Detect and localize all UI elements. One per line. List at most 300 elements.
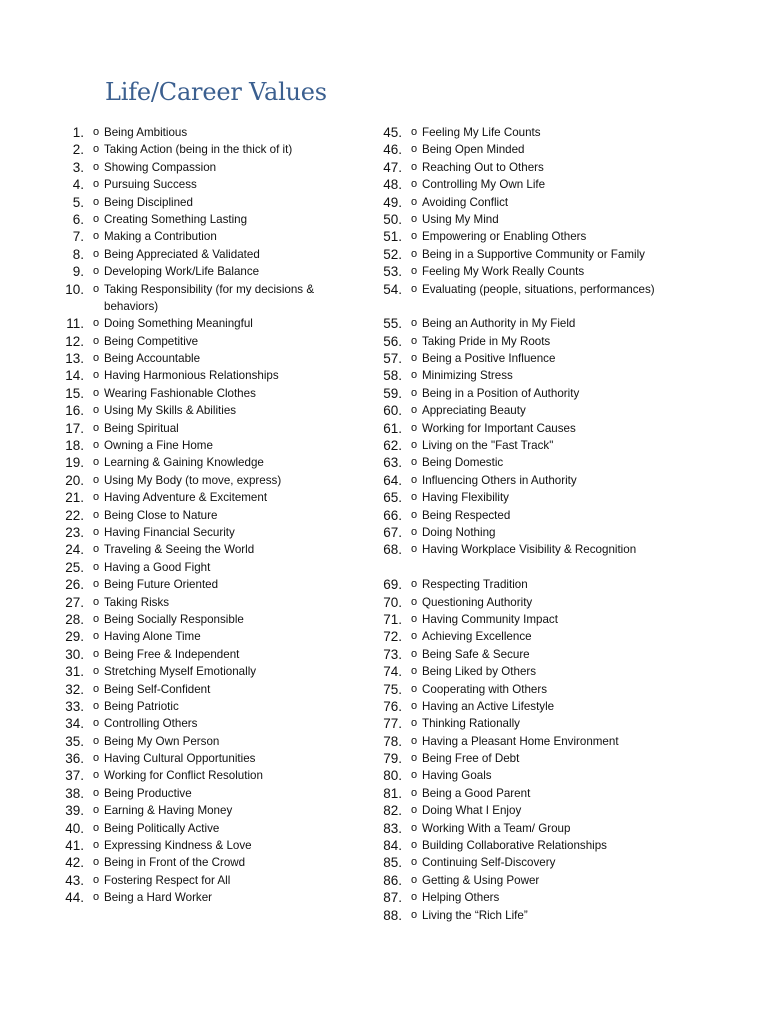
- value-item: [60, 802, 360, 819]
- value-item: [60, 628, 360, 645]
- item-number: 74.: [383, 664, 402, 680]
- item-number: 13.: [65, 351, 84, 367]
- item-number: 49.: [383, 194, 402, 210]
- checkbox-bullet-icon: o: [410, 665, 418, 678]
- checkbox-bullet-icon: o: [92, 682, 100, 695]
- checkbox-bullet-icon: o: [410, 439, 418, 452]
- item-label: Using My Body (to move, express): [104, 473, 282, 487]
- value-item: [60, 541, 360, 558]
- item-number: 27.: [65, 594, 84, 610]
- item-number: 8.: [72, 246, 84, 262]
- item-number: 5.: [72, 194, 84, 210]
- item-label: Being a Hard Worker: [104, 891, 213, 905]
- item-label: Cooperating with Others: [422, 682, 548, 696]
- item-label: Being Ambitious: [104, 126, 188, 139]
- item-label: Being Respected: [422, 508, 511, 522]
- value-item: [378, 594, 678, 611]
- checkbox-bullet-icon: o: [92, 786, 100, 799]
- item-number: 14.: [65, 368, 84, 384]
- value-item: [60, 611, 360, 628]
- item-number: 60.: [383, 403, 402, 419]
- item-label: Empowering or Enabling Others: [422, 230, 587, 244]
- item-label: Having Community Impact: [422, 612, 558, 626]
- item-number: 80.: [383, 768, 402, 784]
- item-number: 43.: [65, 872, 84, 888]
- item-number: 66.: [383, 507, 402, 523]
- checkbox-bullet-icon: o: [92, 891, 100, 904]
- value-item: [378, 437, 678, 454]
- item-number: 83.: [383, 820, 402, 836]
- item-label: Questioning Authority: [422, 595, 533, 609]
- values-list-left: [60, 124, 360, 907]
- checkbox-bullet-icon: o: [410, 786, 418, 799]
- item-number: 78.: [383, 733, 402, 749]
- value-item: [60, 889, 360, 906]
- item-number: 58.: [383, 368, 402, 384]
- value-item: [60, 820, 360, 837]
- item-label: Being Free & Independent: [104, 647, 240, 661]
- checkbox-bullet-icon: o: [410, 352, 418, 365]
- value-item: [378, 228, 678, 245]
- page-title: Life/Career Values: [105, 78, 327, 106]
- checkbox-bullet-icon: o: [410, 473, 418, 486]
- item-label: Doing Nothing: [422, 526, 496, 539]
- value-item: [378, 315, 678, 332]
- item-number: 65.: [383, 490, 402, 506]
- item-label: Having Workplace Visibility & Recognition: [422, 543, 637, 557]
- item-label: Taking Action (being in the thick of it): [104, 143, 293, 157]
- value-item: [60, 194, 360, 211]
- value-item: [378, 541, 678, 576]
- item-label: Living on the "Fast Track": [422, 439, 554, 453]
- item-label: Thinking Rationally: [422, 717, 520, 731]
- item-label: Being Open Minded: [422, 143, 525, 157]
- checkbox-bullet-icon: o: [410, 178, 418, 191]
- item-number: 17.: [65, 420, 84, 436]
- checkbox-bullet-icon: o: [410, 578, 418, 591]
- item-label: Avoiding Conflict: [422, 195, 509, 209]
- checkbox-bullet-icon: o: [410, 804, 418, 817]
- value-item: [60, 454, 360, 471]
- value-item: [60, 524, 360, 541]
- item-label: Fostering Respect for All: [104, 873, 231, 887]
- item-number: 48.: [383, 177, 402, 193]
- item-label: Having Adventure & Excitement: [104, 491, 268, 505]
- item-number: 33.: [65, 698, 84, 714]
- item-label: Having an Active Lifestyle: [422, 699, 555, 713]
- item-number: 21.: [65, 490, 84, 506]
- item-number: 24.: [65, 542, 84, 558]
- item-label: Continuing Self-Discovery: [422, 856, 556, 870]
- checkbox-bullet-icon: o: [92, 595, 100, 608]
- value-item: [60, 785, 360, 802]
- value-item: [60, 559, 360, 576]
- value-item: [60, 489, 360, 506]
- value-item: [378, 489, 678, 506]
- checkbox-bullet-icon: o: [92, 404, 100, 417]
- value-item: [378, 889, 678, 906]
- item-number: 59.: [383, 385, 402, 401]
- item-label: Developing Work/Life Balance: [104, 265, 260, 279]
- item-label: Working for Important Causes: [422, 421, 576, 435]
- value-item: [60, 176, 360, 193]
- item-label: Having Cultural Opportunities: [104, 752, 256, 766]
- checkbox-bullet-icon: o: [92, 804, 100, 817]
- checkbox-bullet-icon: o: [92, 717, 100, 730]
- item-number: 1.: [72, 125, 84, 140]
- checkbox-bullet-icon: o: [410, 369, 418, 382]
- checkbox-bullet-icon: o: [410, 247, 418, 260]
- value-item: [378, 785, 678, 802]
- value-item: [60, 576, 360, 593]
- item-number: 22.: [65, 507, 84, 523]
- item-number: 57.: [383, 351, 402, 367]
- value-item: [60, 698, 360, 715]
- checkbox-bullet-icon: o: [410, 265, 418, 278]
- item-number: 75.: [383, 681, 402, 697]
- item-label: Living the “Rich Life”: [422, 908, 528, 922]
- value-item: [60, 646, 360, 663]
- item-label: Being Accountable: [104, 352, 201, 366]
- item-number: 4.: [72, 177, 84, 193]
- item-label: Being Close to Nature: [104, 508, 218, 522]
- value-item: [378, 141, 678, 158]
- checkbox-bullet-icon: o: [92, 491, 100, 504]
- value-item: [60, 767, 360, 784]
- item-number: 69.: [383, 577, 402, 593]
- checkbox-bullet-icon: o: [410, 647, 418, 660]
- item-label: Pursuing Success: [104, 178, 197, 192]
- item-number: 68.: [383, 542, 402, 558]
- value-item: [378, 802, 678, 819]
- checkbox-bullet-icon: o: [410, 195, 418, 208]
- item-number: 29.: [65, 629, 84, 645]
- item-number: 35.: [65, 733, 84, 749]
- value-item: [60, 854, 360, 871]
- checkbox-bullet-icon: o: [410, 717, 418, 730]
- item-number: 31.: [65, 664, 84, 680]
- item-label: Achieving Excellence: [422, 630, 532, 644]
- item-label: Controlling My Own Life: [422, 178, 546, 192]
- checkbox-bullet-icon: o: [410, 612, 418, 625]
- value-item: [378, 698, 678, 715]
- item-label: Using My Mind: [422, 212, 499, 226]
- item-label: Respecting Tradition: [422, 578, 528, 592]
- value-item: [60, 715, 360, 732]
- value-item: [378, 837, 678, 854]
- checkbox-bullet-icon: o: [92, 560, 100, 573]
- value-item: [378, 576, 678, 593]
- checkbox-bullet-icon: o: [92, 665, 100, 678]
- item-number: 55.: [383, 316, 402, 332]
- checkbox-bullet-icon: o: [410, 682, 418, 695]
- item-label: Having Financial Security: [104, 526, 235, 539]
- item-number: 26.: [65, 577, 84, 593]
- checkbox-bullet-icon: o: [410, 543, 418, 556]
- item-number: 51.: [383, 229, 402, 245]
- value-item: [378, 159, 678, 176]
- value-item: [60, 681, 360, 698]
- item-label: Having Flexibility: [422, 491, 509, 505]
- value-item: [378, 750, 678, 767]
- value-item: [60, 246, 360, 263]
- checkbox-bullet-icon: o: [410, 491, 418, 504]
- checkbox-bullet-icon: o: [92, 839, 100, 852]
- value-item: [60, 228, 360, 245]
- item-label: Evaluating (people, situations, performances): [422, 282, 655, 296]
- value-item: [60, 350, 360, 367]
- value-item: [378, 646, 678, 663]
- checkbox-bullet-icon: o: [92, 352, 100, 365]
- value-item: [378, 507, 678, 524]
- item-number: 88.: [383, 907, 402, 923]
- item-label: Influencing Others in Authority: [422, 473, 577, 487]
- item-label: Being Competitive: [104, 334, 199, 348]
- item-label: Being Socially Responsible: [104, 612, 244, 626]
- item-label: Feeling My Life Counts: [422, 126, 541, 139]
- item-number: 72.: [383, 629, 402, 645]
- item-label: Taking Responsibility (for my decisions & behaviors): [104, 282, 315, 313]
- item-number: 46.: [383, 142, 402, 158]
- value-item: [378, 263, 678, 280]
- item-number: 53.: [383, 264, 402, 280]
- checkbox-bullet-icon: o: [410, 508, 418, 521]
- value-item: [60, 402, 360, 419]
- value-item: [60, 367, 360, 384]
- checkbox-bullet-icon: o: [92, 752, 100, 765]
- item-label: Using My Skills & Abilities: [104, 404, 237, 418]
- value-item: [60, 333, 360, 350]
- value-item: [378, 820, 678, 837]
- value-item: [378, 524, 678, 541]
- checkbox-bullet-icon: o: [410, 421, 418, 434]
- item-label: Owning a Fine Home: [104, 439, 213, 453]
- item-number: 44.: [65, 890, 84, 906]
- value-item: [378, 176, 678, 193]
- value-item: [60, 472, 360, 489]
- checkbox-bullet-icon: o: [92, 769, 100, 782]
- item-label: Having Harmonious Relationships: [104, 369, 279, 383]
- value-item: [378, 663, 678, 680]
- item-number: 81.: [383, 785, 402, 801]
- checkbox-bullet-icon: o: [92, 282, 100, 295]
- item-label: Doing What I Enjoy: [422, 804, 522, 818]
- item-label: Controlling Others: [104, 717, 198, 731]
- value-item: [60, 507, 360, 524]
- item-number: 6.: [72, 211, 84, 227]
- item-label: Being Self-Confident: [104, 682, 211, 696]
- value-item: [378, 194, 678, 211]
- checkbox-bullet-icon: o: [410, 317, 418, 330]
- checkbox-bullet-icon: o: [92, 508, 100, 521]
- checkbox-bullet-icon: o: [410, 856, 418, 869]
- checkbox-bullet-icon: o: [92, 856, 100, 869]
- item-label: Being a Positive Influence: [422, 352, 556, 366]
- item-label: Being My Own Person: [104, 734, 220, 748]
- item-label: Being an Authority in My Field: [422, 317, 576, 331]
- item-number: 11.: [66, 316, 84, 332]
- checkbox-bullet-icon: o: [92, 439, 100, 452]
- value-item: [378, 124, 678, 141]
- checkbox-bullet-icon: o: [92, 821, 100, 834]
- item-number: 28.: [65, 611, 84, 627]
- item-number: 70.: [383, 594, 402, 610]
- checkbox-bullet-icon: o: [410, 230, 418, 243]
- checkbox-bullet-icon: o: [410, 212, 418, 225]
- item-number: 85.: [383, 855, 402, 871]
- checkbox-bullet-icon: o: [92, 126, 100, 138]
- item-number: 3.: [72, 159, 84, 175]
- checkbox-bullet-icon: o: [92, 473, 100, 486]
- item-number: 34.: [65, 716, 84, 732]
- checkbox-bullet-icon: o: [410, 630, 418, 643]
- item-label: Getting & Using Power: [422, 873, 540, 887]
- item-label: Traveling & Seeing the World: [104, 543, 255, 557]
- value-item: [60, 385, 360, 402]
- item-number: 76.: [383, 698, 402, 714]
- item-number: 30.: [65, 646, 84, 662]
- checkbox-bullet-icon: o: [92, 178, 100, 191]
- value-item: [60, 315, 360, 332]
- value-item: [378, 611, 678, 628]
- item-label: Expressing Kindness & Love: [104, 839, 252, 853]
- checkbox-bullet-icon: o: [92, 230, 100, 243]
- value-item: [60, 211, 360, 228]
- checkbox-bullet-icon: o: [410, 126, 418, 138]
- value-item: [378, 350, 678, 367]
- item-number: 40.: [65, 820, 84, 836]
- checkbox-bullet-icon: o: [92, 317, 100, 330]
- value-item: [378, 402, 678, 419]
- value-item: [378, 367, 678, 384]
- value-item: [60, 437, 360, 454]
- checkbox-bullet-icon: o: [410, 526, 418, 538]
- item-number: 39.: [65, 803, 84, 819]
- value-item: [378, 681, 678, 698]
- item-label: Having a Pleasant Home Environment: [422, 734, 619, 748]
- item-number: 18.: [65, 438, 84, 454]
- checkbox-bullet-icon: o: [92, 247, 100, 260]
- item-label: Being Spiritual: [104, 421, 179, 435]
- value-item: [60, 281, 360, 316]
- value-item: [378, 281, 678, 316]
- checkbox-bullet-icon: o: [92, 699, 100, 712]
- item-label: Having Alone Time: [104, 630, 201, 644]
- item-number: 84.: [383, 838, 402, 854]
- item-label: Being Free of Debt: [422, 752, 520, 766]
- item-label: Helping Others: [422, 891, 500, 905]
- value-item: [60, 420, 360, 437]
- value-item: [60, 141, 360, 158]
- value-item: [378, 854, 678, 871]
- item-label: Being in a Position of Authority: [422, 386, 580, 400]
- value-item: [378, 211, 678, 228]
- item-number: 63.: [383, 455, 402, 471]
- item-label: Wearing Fashionable Clothes: [104, 386, 256, 400]
- checkbox-bullet-icon: o: [92, 212, 100, 225]
- item-label: Learning & Gaining Knowledge: [104, 456, 264, 470]
- item-number: 62.: [383, 438, 402, 454]
- item-number: 41.: [65, 838, 84, 854]
- item-number: 86.: [383, 872, 402, 888]
- values-list-right: [378, 124, 678, 924]
- item-number: 87.: [383, 890, 402, 906]
- value-item: [60, 872, 360, 889]
- value-item: [60, 837, 360, 854]
- item-number: 10.: [65, 281, 84, 297]
- item-label: Taking Risks: [104, 595, 170, 609]
- item-label: Having Goals: [422, 769, 492, 783]
- item-number: 42.: [65, 855, 84, 871]
- checkbox-bullet-icon: o: [92, 647, 100, 660]
- item-label: Minimizing Stress: [422, 369, 513, 383]
- item-label: Making a Contribution: [104, 230, 217, 244]
- checkbox-bullet-icon: o: [410, 282, 418, 295]
- item-label: Doing Something Meaningful: [104, 317, 253, 331]
- item-label: Being Productive: [104, 786, 192, 800]
- checkbox-bullet-icon: o: [410, 908, 418, 921]
- item-label: Showing Compassion: [104, 160, 217, 174]
- checkbox-bullet-icon: o: [410, 752, 418, 765]
- item-label: Being Patriotic: [104, 699, 179, 713]
- checkbox-bullet-icon: o: [92, 526, 100, 538]
- item-label: Building Collaborative Relationships: [422, 839, 607, 853]
- checkbox-bullet-icon: o: [92, 143, 100, 156]
- item-label: Stretching Myself Emotionally: [104, 665, 257, 679]
- item-number: 54.: [383, 281, 402, 297]
- value-item: [378, 733, 678, 750]
- value-item: [378, 907, 678, 924]
- item-number: 2.: [72, 142, 84, 158]
- checkbox-bullet-icon: o: [410, 769, 418, 782]
- checkbox-bullet-icon: o: [410, 891, 418, 904]
- checkbox-bullet-icon: o: [92, 160, 100, 173]
- item-label: Being Domestic: [422, 456, 504, 470]
- checkbox-bullet-icon: o: [92, 578, 100, 591]
- checkbox-bullet-icon: o: [92, 369, 100, 382]
- checkbox-bullet-icon: o: [92, 873, 100, 886]
- item-label: Creating Something Lasting: [104, 212, 248, 226]
- item-number: 25.: [65, 559, 84, 575]
- checkbox-bullet-icon: o: [92, 630, 100, 643]
- item-number: 7.: [72, 229, 84, 245]
- checkbox-bullet-icon: o: [92, 543, 100, 556]
- item-number: 12.: [65, 333, 84, 349]
- item-number: 9.: [72, 264, 84, 280]
- value-item: [378, 454, 678, 471]
- checkbox-bullet-icon: o: [92, 421, 100, 434]
- item-number: 36.: [65, 751, 84, 767]
- item-number: 79.: [383, 751, 402, 767]
- value-item: [378, 767, 678, 784]
- checkbox-bullet-icon: o: [92, 386, 100, 399]
- item-label: Reaching Out to Others: [422, 160, 544, 174]
- value-item: [378, 715, 678, 732]
- checkbox-bullet-icon: o: [92, 195, 100, 208]
- value-item: [60, 663, 360, 680]
- item-label: Being Politically Active: [104, 821, 220, 835]
- value-item: [60, 750, 360, 767]
- checkbox-bullet-icon: o: [92, 612, 100, 625]
- checkbox-bullet-icon: o: [410, 839, 418, 852]
- item-number: 64.: [383, 472, 402, 488]
- value-item: [378, 385, 678, 402]
- item-number: 61.: [383, 420, 402, 436]
- checkbox-bullet-icon: o: [410, 873, 418, 886]
- item-number: 67.: [383, 525, 402, 540]
- value-item: [378, 472, 678, 489]
- item-number: 56.: [383, 333, 402, 349]
